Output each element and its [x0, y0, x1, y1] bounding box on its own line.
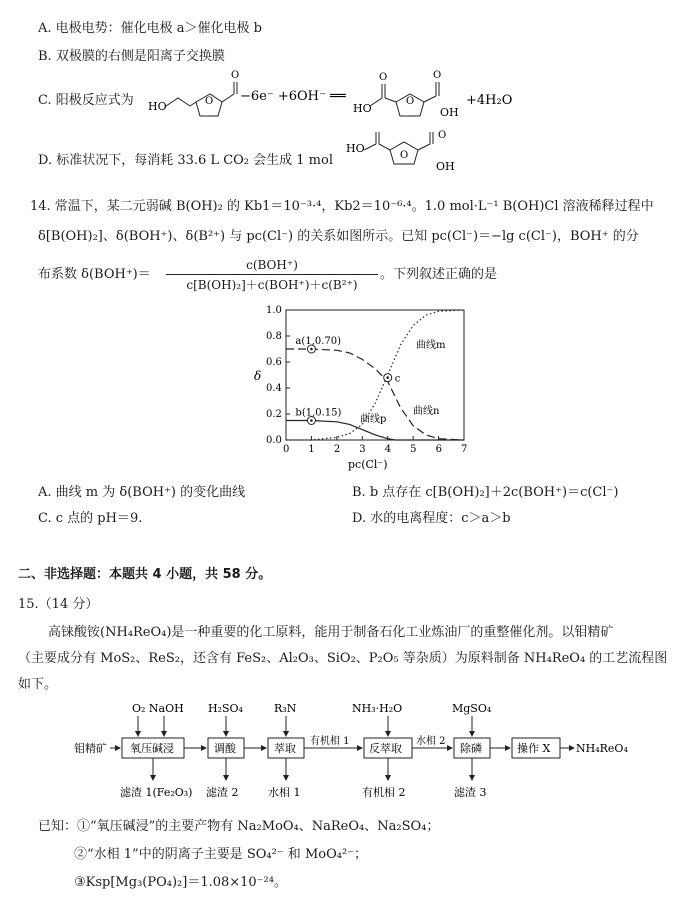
step-oxygen-leach: 氧压碱浸	[130, 742, 174, 755]
x-tick-label: 6	[435, 444, 442, 455]
q13-option-c-equation	[148, 64, 568, 124]
output-aqueous-1: 水相 1	[268, 786, 301, 799]
output-residue-1: 滤渣 1(Fe₂O₃)	[120, 786, 193, 799]
y-tick-label: 0.6	[266, 357, 282, 368]
product-o-2: O	[433, 70, 442, 81]
q14-line-3-prefix: 布系数 δ(BOH⁺)＝	[38, 267, 151, 282]
step-back-extract: 反萃取	[369, 742, 402, 755]
mol-d-ring-o: O	[400, 150, 409, 161]
legend-curve-n: 曲线n	[413, 406, 440, 417]
known-2: ②“水相 1”中的阴离子主要是 SO₄²⁻ 和 MoO₄²⁻；	[74, 847, 368, 862]
point-label-2: b(1,0.15)	[295, 407, 342, 419]
q14-line-3-suffix: 。下列叙述正确的是	[380, 267, 498, 282]
fraction-numerator: c(BOH⁺)	[246, 258, 298, 272]
x-tick-label: 3	[359, 444, 366, 455]
reactant-carbonyl-o: O	[231, 70, 240, 81]
x-axis-label: pc(Cl⁻)	[348, 458, 388, 471]
point-label-1: a(1,0.70)	[295, 336, 342, 347]
fraction-bar	[166, 274, 378, 275]
q14-line-2: δ[B(OH)₂]、δ(BOH⁺)、δ(B²⁺) 与 pc(Cl⁻) 的关系如图所示。已知 pc(Cl⁻)＝−lg c(Cl⁻)，BOH⁺ 的分	[38, 229, 639, 244]
x-tick-label: 5	[410, 444, 417, 455]
mol-d-ho: HO	[346, 142, 365, 155]
product-o-1: O	[379, 72, 388, 83]
input-r3n: R₃N	[274, 702, 297, 715]
step-acidify: 调酸	[214, 742, 236, 755]
q13-option-c-prefix: C. 阳极反应式为	[38, 93, 134, 108]
output-organic-2: 有机相 2	[362, 786, 406, 799]
x-tick-label: 7	[461, 444, 468, 455]
reactant-ring-o: O	[205, 96, 214, 107]
output-residue-3: 滤渣 3	[454, 786, 487, 799]
x-tick-label: 0	[283, 444, 290, 455]
y-tick-label: 0.0	[266, 435, 282, 446]
reaction-middle: −6e⁻ +6OH⁻ ══	[240, 89, 346, 104]
series-line-2	[286, 349, 464, 440]
marker-dot-3	[386, 376, 389, 379]
legend-curve-p: 曲线p	[360, 414, 387, 425]
known-3: ③Ksp[Mg₃(PO₄)₂]＝1.08×10⁻²⁴。	[74, 875, 287, 890]
y-tick-label: 0.4	[266, 383, 282, 394]
q15-number: 15.（14 分）	[18, 597, 99, 612]
step-extract: 萃取	[274, 742, 296, 755]
flow-start: 钼精矿	[74, 742, 107, 755]
input-mgso4: MgSO₄	[452, 702, 492, 715]
distribution-chart	[248, 300, 488, 475]
link-aqueous-2: 水相 2	[416, 736, 446, 747]
q13-option-a: A. 电极电势：催化电极 a＞催化电极 b	[38, 21, 262, 36]
q14-line-1: 14. 常温下，某二元弱碱 B(OH)₂ 的 Kb1＝10⁻³·⁴，Kb2＝10⁻⁶·⁴。1.0 mol·L⁻¹ B(OH)Cl 溶液稀释过程中	[30, 199, 654, 214]
marker-dot-2	[310, 419, 313, 422]
section-heading: 二、非选择题：本题共 4 小题，共 58 分。	[18, 567, 272, 582]
flow-end: NH₄ReO₄	[576, 742, 628, 755]
product-ring-o: O	[406, 96, 415, 107]
point-label-3: c	[394, 373, 401, 385]
q14-option-b: B. b 点存在 c[B(OH)₂]＋2c(BOH⁺)＝c(Cl⁻)	[352, 485, 619, 500]
y-axis-label: δ	[254, 369, 262, 383]
link-organic-1: 有机相 1	[310, 736, 350, 747]
x-tick-label: 2	[333, 444, 341, 455]
reactant-ho-label: HO	[148, 100, 167, 113]
step-operation-x: 操作 X	[517, 742, 551, 755]
reaction-tail: +4H₂O	[466, 93, 513, 108]
fraction-denominator: c[B(OH)₂]＋c(BOH⁺)＋c(B²⁺)	[186, 278, 358, 292]
q14-option-c: C. c 点的 pH＝9.	[38, 511, 143, 526]
product-ho-label: HO	[353, 102, 372, 115]
input-ammonia: NH₃·H₂O	[352, 702, 403, 715]
process-flowchart	[74, 700, 654, 810]
x-tick-label: 1	[308, 444, 315, 455]
mol-d-o2: O	[438, 130, 447, 141]
step-dephos: 除磷	[460, 742, 482, 755]
mol-d-oh: OH	[436, 160, 455, 173]
q13-option-b: B. 双极膜的右侧是阳离子交换膜	[38, 49, 225, 64]
y-tick-label: 0.2	[266, 409, 282, 420]
marker-dot-1	[310, 348, 313, 351]
product-oh-label: OH	[440, 106, 459, 119]
legend-curve-m: 曲线m	[416, 340, 446, 351]
x-tick-label: 4	[384, 444, 392, 455]
q14-option-a: A. 曲线 m 为 δ(BOH⁺) 的变化曲线	[38, 485, 246, 500]
known-1: 已知：①“氧压碱浸”的主要产物有 Na₂MoO₄、NaReO₄、Na₂SO₄；	[38, 819, 440, 834]
q15-paragraph-2: （主要成分有 MoS₂、ReS₂，还含有 FeS₂、Al₂O₃、SiO₂、P₂O₅ 等杂质）为原料制备 NH₄ReO₄ 的工艺流程图	[18, 651, 668, 666]
y-tick-label: 0.8	[266, 331, 282, 342]
output-residue-2: 滤渣 2	[206, 786, 239, 799]
y-tick-label: 1.0	[266, 305, 282, 316]
q15-paragraph-1: 高铼酸铵(NH₄ReO₄)是一种重要的化工原料，能用于制备石化工业炼油厂的重整催化剂。以钼精矿	[48, 625, 614, 640]
q15-paragraph-3: 如下。	[18, 677, 58, 692]
input-oxygen-naoh: O₂ NaOH	[132, 702, 184, 715]
q14-option-d: D. 水的电离程度：c＞a＞b	[352, 511, 511, 526]
q13-option-d-molecule	[346, 128, 476, 178]
q13-option-d: D. 标准状况下，每消耗 33.6 L CO₂ 会生成 1 mol	[38, 153, 333, 168]
input-sulfuric-acid: H₂SO₄	[208, 702, 243, 715]
